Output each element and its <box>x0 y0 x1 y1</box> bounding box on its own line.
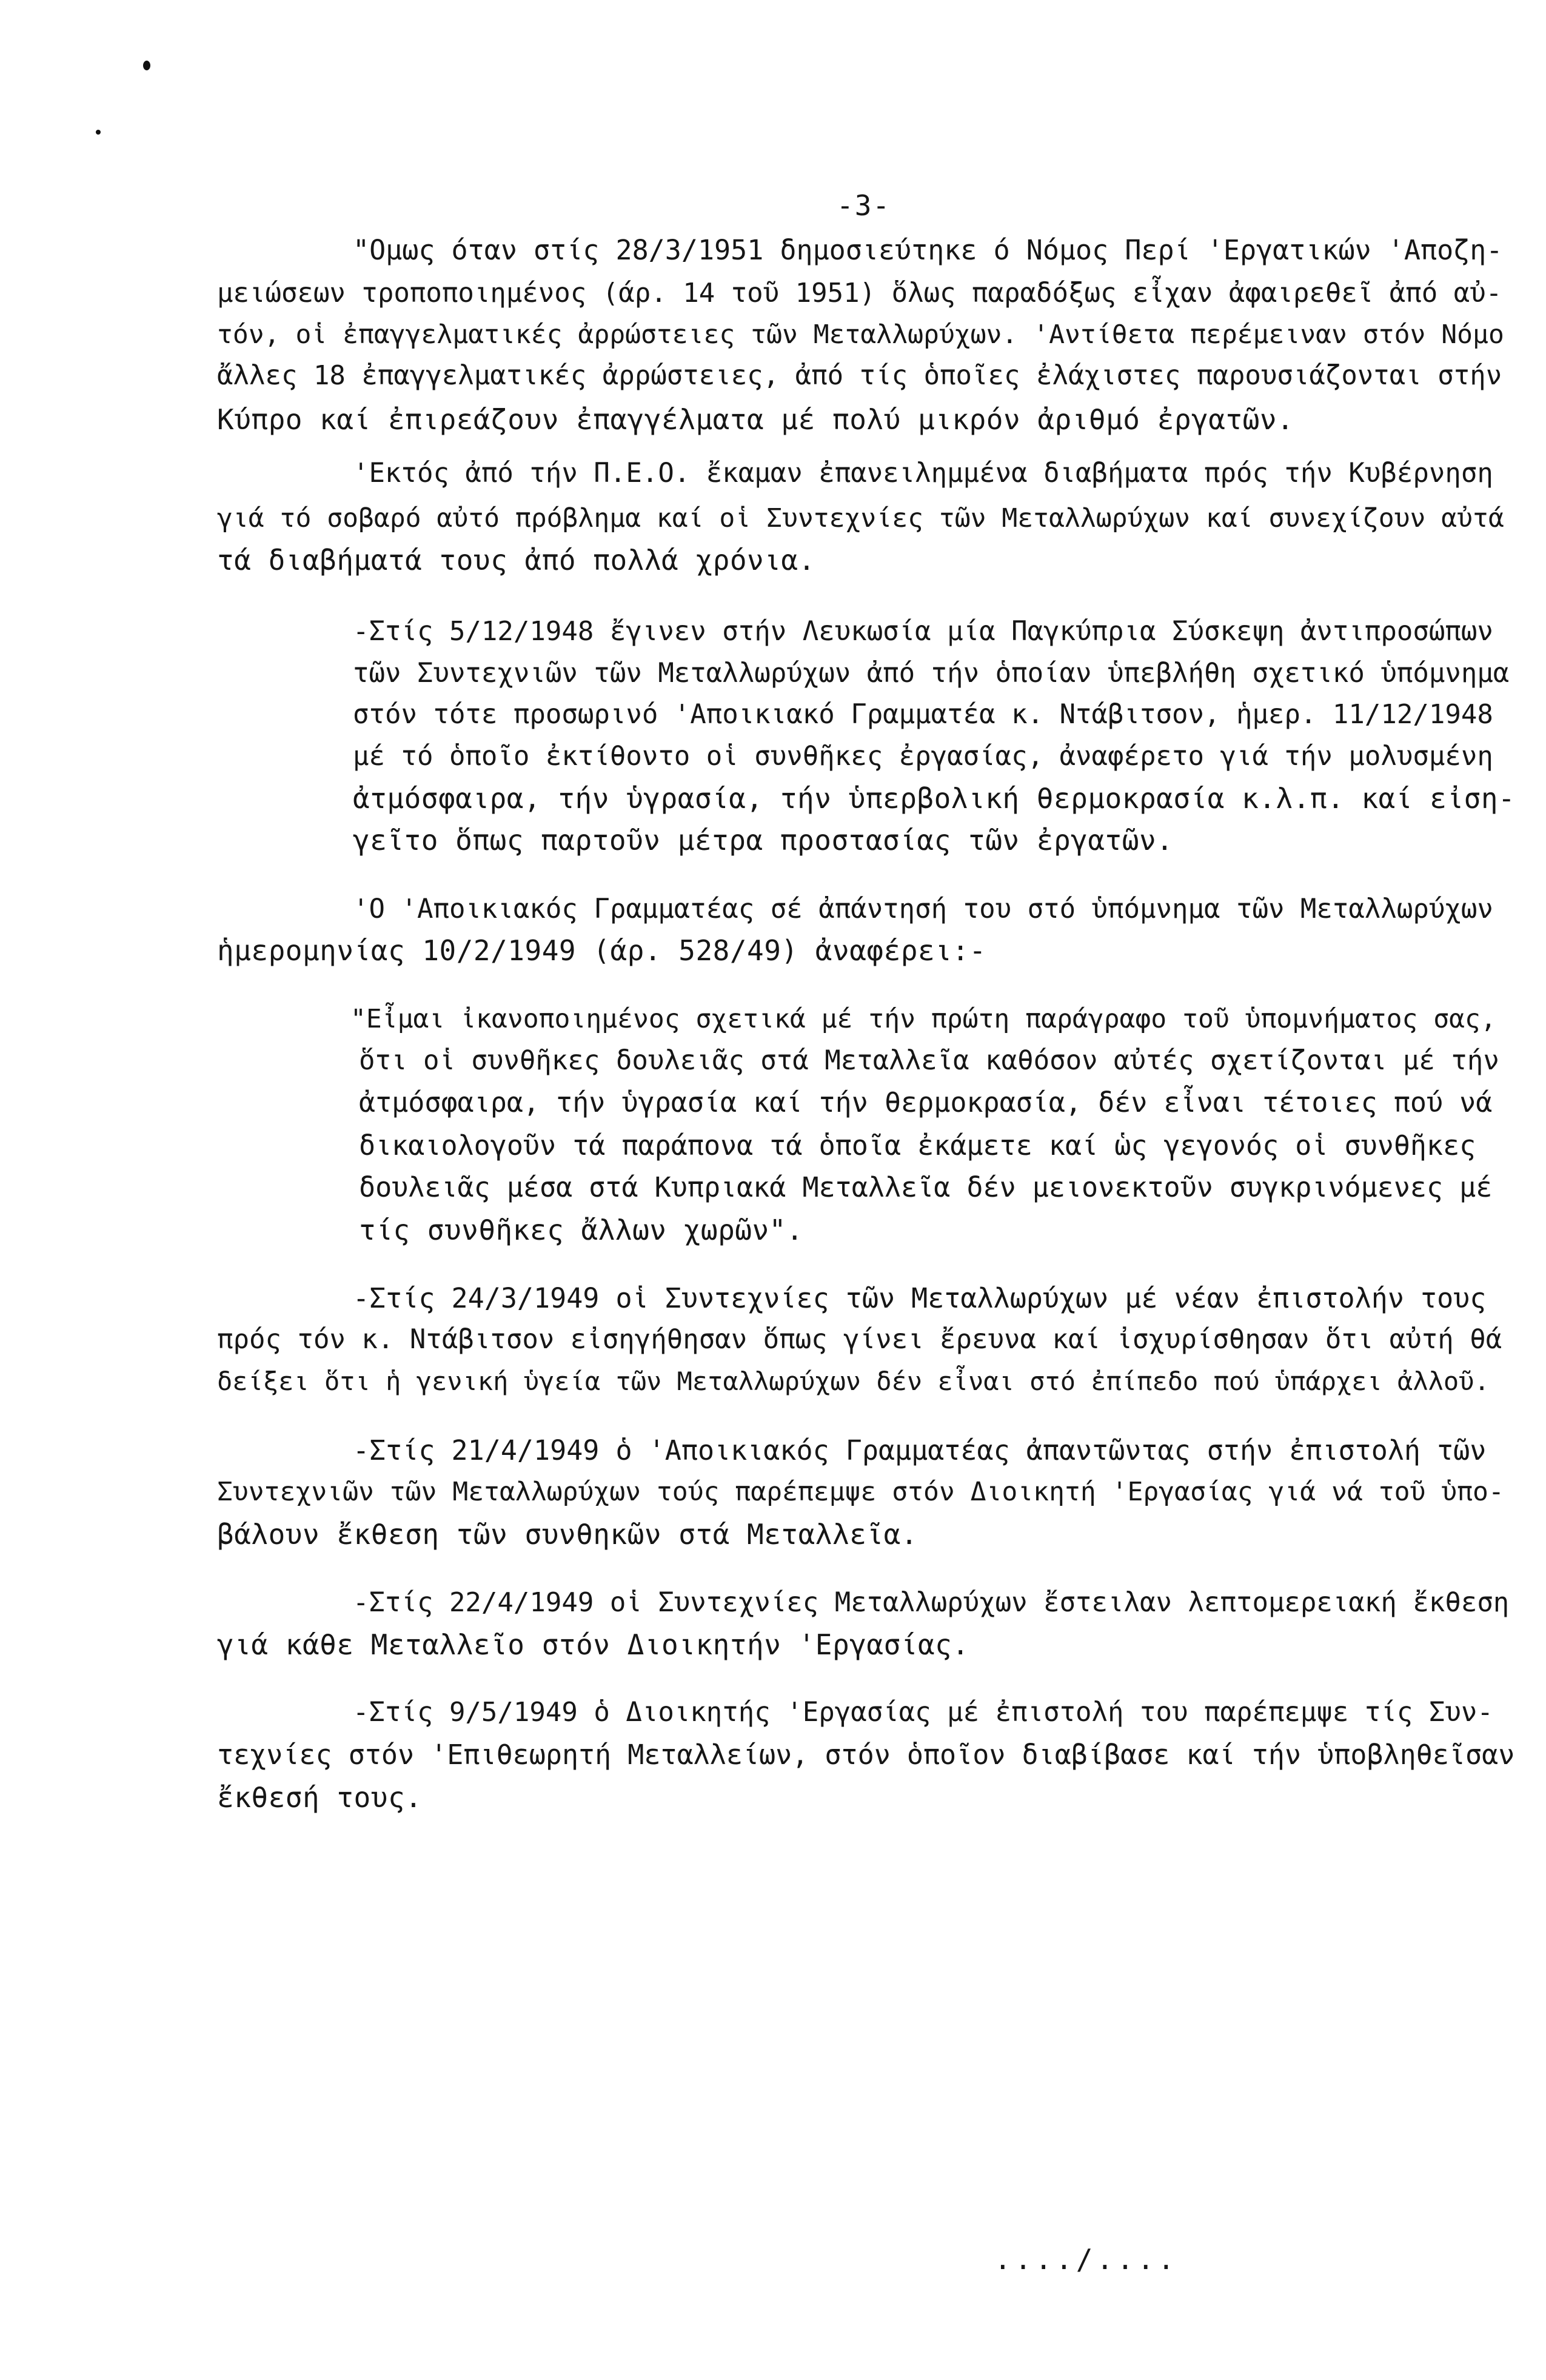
text-line: μειώσεων τροποποιημένος (άρ. 14 τοῦ 1951) ὅλως παραδόξως εἶχαν ἀφαιρεθεῖ ἀπό αὐ- <box>217 278 1502 309</box>
continuation-marker: ..../.... <box>994 2243 1179 2276</box>
text-line: τῶν Συντεχνιῶν τῶν Μεταλλωρύχων ἀπό τήν ὁποίαν ὑπεβλήθη σχετικό ὑπόμνημα <box>353 658 1510 689</box>
ink-speck <box>96 130 101 135</box>
text-line: βάλουν ἔκθεση τῶν συνθηκῶν στά Μεταλλεῖα. <box>217 1518 918 1551</box>
text-line: τεχνίες στόν 'Επιθεωρητή Μεταλλείων, στόν ὁποῖον διαβίβασε καί τήν ὑποβληθεῖσαν <box>217 1739 1515 1771</box>
text-line: γιά τό σοβαρό αὐτό πρόβλημα καί οἱ Συντεχνίες τῶν Μεταλλωρύχων καί συνεχίζουν αὐτά <box>217 503 1504 533</box>
text-line: -Στίς 21/4/1949 ὁ 'Αποικιακός Γραμματέας ἀπαντῶντας στήν ἐπιστολή τῶν <box>353 1434 1487 1466</box>
text-line: ὅτι οἱ συνθῆκες δουλειᾶς στά Μεταλλεῖα καθόσον αὐτές σχετίζονται μέ τήν <box>359 1045 1499 1076</box>
text-line: στόν τότε προσωρινό 'Αποικιακό Γραμματέα κ. Ντάβιτσον, ἡμερ. 11/12/1948 <box>353 699 1493 730</box>
text-line: -Στίς 22/4/1949 οἱ Συντεχνίες Μεταλλωρύχων ἔστειλαν λεπτομερειακή ἔκθεση <box>353 1587 1510 1618</box>
text-line: "Εἶμαι ἰκανοποιημένος σχετικά μέ τήν πρώτη παράγραφο τοῦ ὑπομνήματος σας, <box>350 1004 1496 1034</box>
text-line: "Ομως όταν στίς 28/3/1951 δημοσιεύτηκε ό Νόμος Περί 'Εργατικών 'Αποζη- <box>353 234 1503 266</box>
text-line: γιά κάθε Μεταλλεῖο στόν Διοικητήν 'Εργασίας. <box>217 1628 969 1661</box>
text-line: τόν, οἱ ἐπαγγελματικές ἀρρώστειες τῶν Μεταλλωρύχων. 'Αντίθετα περέμειναν στόν Νόμο <box>217 319 1504 350</box>
text-line: τά διαβήματά τους ἀπό πολλά χρόνια. <box>217 544 815 577</box>
text-line: -Στίς 9/5/1949 ὁ Διοικητής 'Εργασίας μέ ἐπιστολή του παρέπεμψε τίς Συν- <box>353 1697 1493 1728</box>
text-line: δείξει ὅτι ἡ γενική ὑγεία τῶν Μεταλλωρύχων δέν εἶναι στό ἐπίπεδο πού ὑπάρχει ἀλλοῦ. <box>217 1366 1490 1396</box>
text-line: ἡμερομηνίας 10/2/1949 (άρ. 528/49) ἀναφέρει:- <box>217 934 986 967</box>
text-line: ἀτμόσφαιρα, τήν ὑγρασία, τήν ὑπερβολική θερμοκρασία κ.λ.π. καί εἰση- <box>353 782 1516 815</box>
text-line: πρός τόν κ. Ντάβιτσον εἰσηγήθησαν ὅπως γίνει ἔρευνα καί ἰσχυρίσθησαν ὅτι αὐτή θά <box>217 1324 1502 1355</box>
text-line: ἀτμόσφαιρα, τήν ὑγρασία καί τήν θερμοκρασία, δέν εἶναι τέτοιες πού νά <box>359 1086 1493 1118</box>
text-line: -Στίς 5/12/1948 ἔγινεν στήν Λευκωσία μία Παγκύπρια Σύσκεψη ἀντιπροσώπων <box>353 616 1493 647</box>
text-line: Συντεχνιῶν τῶν Μεταλλωρύχων τούς παρέπεμψε στόν Διοικητή 'Εργασίας γιά νά τοῦ ὑπο- <box>217 1477 1504 1507</box>
text-line: ἔκθεσή τους. <box>217 1781 423 1814</box>
text-line: 'Ο 'Αποικιακός Γραμματέας σέ ἀπάντησή του στό ὑπόμνημα τῶν Μεταλλωρύχων <box>353 894 1493 924</box>
ink-speck <box>143 61 150 70</box>
text-line: δουλειᾶς μέσα στά Κυπριακά Μεταλλεῖα δέν μειονεκτοῦν συγκρινόμενες μέ <box>359 1171 1493 1203</box>
text-line: δικαιολογοῦν τά παράπονα τά ὁποῖα ἐκάμετε καί ὡς γεγονός οἱ συνθῆκες <box>359 1129 1476 1162</box>
text-line: -Στίς 24/3/1949 οἱ Συντεχνίες τῶν Μεταλλωρύχων μέ νέαν ἐπιστολήν τους <box>353 1282 1487 1314</box>
page-number: -3- <box>837 189 891 222</box>
text-line: 'Εκτός ἀπό τήν Π.Ε.Ο. ἔκαμαν ἐπανειλημμένα διαβήματα πρός τήν Κυβέρνηση <box>353 458 1493 489</box>
text-line: τίς συνθῆκες ἄλλων χωρῶν". <box>359 1214 804 1246</box>
text-line: γεῖτο ὅπως παρτοῦν μέτρα προστασίας τῶν ἐργατῶν. <box>353 824 1174 857</box>
text-line: Κύπρο καί ἐπιρεάζουν ἐπαγγέλματα μέ πολύ μικρόν ἀριθμό ἐργατῶν. <box>217 403 1294 436</box>
text-line: ἄλλες 18 ἐπαγγελματικές ἀρρώστειες, ἀπό τίς ὁποῖες ἐλάχιστες παρουσιάζονται στήν <box>217 360 1502 391</box>
text-line: μέ τό ὁποῖο ἐκτίθοντο οἱ συνθῆκες ἐργασίας, ἀναφέρετο γιά τήν μολυσμένη <box>353 741 1493 772</box>
